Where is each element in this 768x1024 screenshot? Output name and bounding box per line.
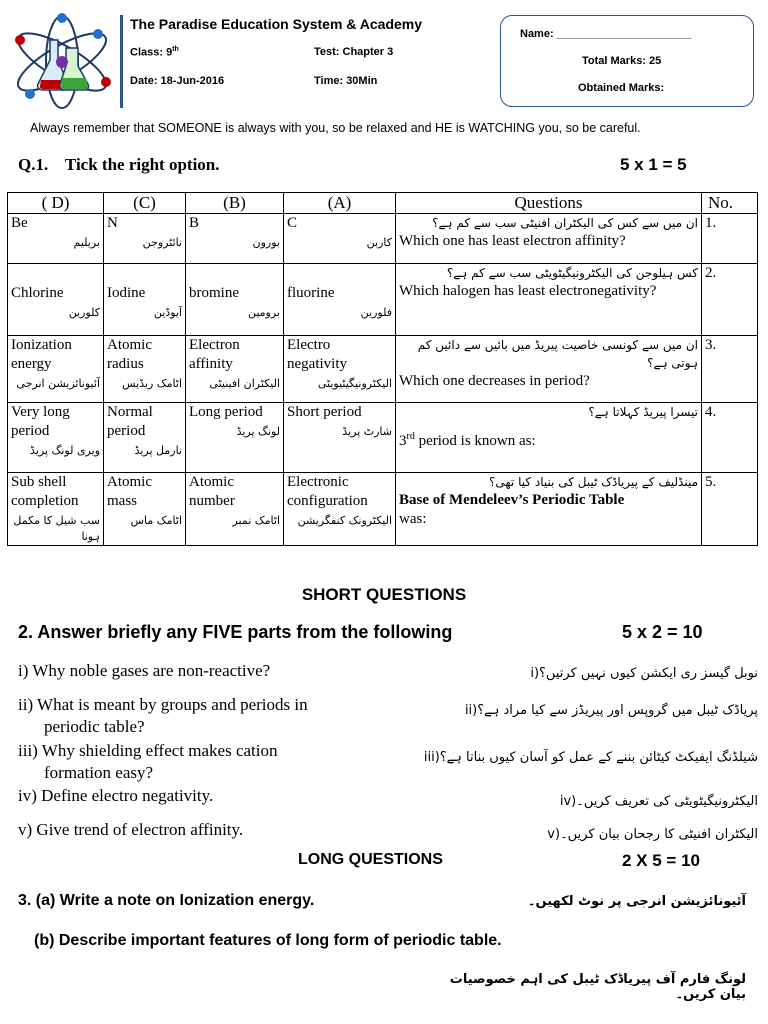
question-ur: مینڈلیف کے پیریاڈک ٹیبل کی بنیاد کیا تھی؟ [489, 475, 698, 489]
option-d-en: Ionization energy [11, 337, 72, 372]
header-d: ( D) [8, 193, 104, 214]
short-q5-ur: v)الیکٹران افنیٹی کا رجحان بیان کریں۔ [547, 827, 758, 842]
option-b-ur: اٹامک نمبر [232, 514, 280, 527]
table-row [8, 214, 758, 264]
option-b-en: bromine [189, 285, 239, 301]
question-no: 1. [702, 214, 758, 264]
long-q-b: (b) Describe important features of long form of periodic table. [34, 932, 502, 949]
question-en-sup: rd [406, 431, 415, 442]
option-a-en: C [287, 215, 298, 231]
option-a[interactable] [284, 336, 396, 403]
long-marks: 2 X 5 = 10 [622, 851, 700, 870]
short-q3: iii) Why shielding effect makes cation [18, 741, 278, 760]
option-c-en: N [107, 215, 118, 231]
name-field[interactable]: Name: ______________________ [520, 28, 692, 40]
date-label: Date: 18-Jun-2016 [130, 75, 225, 87]
short-q1-ur: i)نوبل گیسز ری ایکشن کیوں نہیں کرتیں؟ [530, 666, 758, 681]
question-no: 2. [702, 264, 758, 336]
option-d-ur: آئیونائزیشن انرجی [16, 377, 100, 390]
option-b[interactable] [186, 264, 284, 336]
option-d[interactable] [8, 336, 104, 403]
option-b[interactable] [186, 336, 284, 403]
short-q2: ii) What is meant by groups and periods in [18, 695, 308, 714]
option-a[interactable] [284, 214, 396, 264]
option-a-en: Electro negativity [287, 337, 347, 372]
option-a-en: Short period [287, 404, 362, 420]
header-divider [120, 15, 123, 108]
long-q-a-ur: آئیونائزیشن انرجی پر نوٹ لکھیں۔ [527, 894, 746, 909]
option-b-en: B [189, 215, 200, 231]
question-en-rest: period is known as: [414, 433, 536, 449]
question-en: Which one has least electron affinity? [399, 233, 626, 249]
time-label: Time: 30Min [314, 75, 378, 87]
question-cell [396, 336, 702, 403]
option-a-ur: شارٹ پریڈ [342, 425, 392, 438]
question-en: Which one decreases in period? [399, 373, 590, 389]
option-c-ur: نارمل پریڈ [134, 444, 182, 457]
question-en [399, 427, 698, 451]
option-d[interactable] [8, 214, 104, 264]
option-d[interactable] [8, 473, 104, 546]
option-d-ur: ویری لونگ پریڈ [30, 444, 100, 457]
option-b-ur: الیکٹران افینیٹی [209, 377, 280, 390]
question-no: 3. [702, 336, 758, 403]
question-no: 4. [702, 403, 758, 473]
class-sup: th [172, 46, 179, 53]
question-cell [396, 473, 702, 546]
table-row [8, 403, 758, 473]
option-d-ur: بریلیم [73, 236, 100, 249]
table-row [8, 473, 758, 546]
header-c: (C) [104, 193, 186, 214]
option-a-ur: الیکٹرونک کنفگریشن [297, 514, 392, 527]
option-a-ur: کاربن [366, 236, 392, 249]
header-b: (B) [186, 193, 284, 214]
short-heading: SHORT QUESTIONS [301, 585, 467, 604]
option-b[interactable] [186, 214, 284, 264]
header-questions: Questions [396, 193, 702, 214]
question-en-num: 3 [399, 433, 407, 449]
long-q-a: 3. (a) Write a note on Ionization energy. [18, 892, 315, 909]
q1-marks: 5 x 1 = 5 [620, 155, 687, 174]
option-b-en: Long period [189, 404, 263, 420]
class-text: Class: 9 [130, 46, 173, 59]
option-a-en: fluorine [287, 285, 335, 301]
question-cell [396, 214, 702, 264]
motto: Always remember that SOMEONE is always with you, so be relaxed and HE is WATCHING you, so be careful. [30, 121, 641, 135]
question-ur: ان میں سے کس کی الیکٹران افنیٹی سب سے کم ہے؟ [432, 216, 698, 230]
option-a[interactable] [284, 403, 396, 473]
question-en: Base of Mendeleev’s Periodic Table [399, 492, 625, 508]
option-c-en: Atomic mass [107, 474, 152, 509]
option-b-en: Electron affinity [189, 337, 240, 372]
short-q4: iv) Define electro negativity. [18, 786, 214, 805]
short-title: 2. Answer briefly any FIVE parts from the following [18, 622, 453, 642]
option-d-en: Chlorine [11, 285, 64, 301]
option-d-en: Sub shell completion [11, 474, 79, 509]
option-c-ur: اٹامک ماس [130, 514, 182, 527]
option-c-en: Atomic radius [107, 337, 152, 372]
short-marks: 5 x 2 = 10 [622, 622, 703, 642]
question-ur: کس ہیلوجن کی الیکٹرونیگیٹویٹی سب سے کم ہے؟ [446, 266, 698, 280]
question-ur: ان میں سے کونسی خاصیت پیریڈ میں بائیں سے دائیں کم ہوتی ہے؟ [417, 338, 698, 370]
option-b-ur: برومین [247, 306, 280, 319]
option-c[interactable] [104, 264, 186, 336]
short-q3-ur: iii)شیلڈنگ ایفیکٹ کیٹائن بننے کے عمل کو آسان کیوں بناتا ہے؟ [423, 750, 758, 765]
question-en: Which halogen has least electronegativity? [399, 283, 657, 299]
header-a: (A) [284, 193, 396, 214]
option-c[interactable] [104, 403, 186, 473]
option-c[interactable] [104, 473, 186, 546]
option-d-ur: کلورین [68, 306, 100, 319]
option-a-en: Electronic configuration [287, 474, 368, 509]
short-q2-ur: ii)پریاڈک ٹیبل میں گروپس اور پیریڈز سے کیا مراد ہے؟ [464, 703, 758, 718]
option-a-ur: فلورین [360, 306, 392, 319]
option-c-ur: آیوڈین [153, 306, 182, 319]
q1-title: Q.1. Tick the right option. [18, 155, 220, 174]
long-heading: LONG QUESTIONS [298, 851, 443, 868]
school-name: The Paradise Education System & Academy [130, 16, 423, 32]
table-header-row [8, 193, 758, 214]
option-c-en: Iodine [107, 285, 146, 301]
school-logo [8, 10, 116, 110]
option-d-ur: سب شیل کا مکمل ہونا [13, 514, 100, 543]
option-b-en: Atomic number [189, 474, 235, 509]
question-no: 5. [702, 473, 758, 546]
obtained-marks: Obtained Marks: [578, 82, 665, 94]
option-b[interactable] [186, 403, 284, 473]
short-q5: v) Give trend of electron affinity. [18, 820, 244, 839]
class-label [130, 46, 179, 59]
table-row [8, 336, 758, 403]
option-c[interactable] [104, 214, 186, 264]
question-en-2: was: [399, 511, 427, 527]
option-d-en: Be [11, 215, 28, 231]
mcq-table [7, 192, 758, 546]
test-label: Test: Chapter 3 [314, 46, 394, 58]
table-row [8, 264, 758, 336]
option-a[interactable] [284, 473, 396, 546]
option-c-ur: نائٹروجن [142, 236, 182, 249]
option-c[interactable] [104, 336, 186, 403]
option-d[interactable] [8, 264, 104, 336]
option-b[interactable] [186, 473, 284, 546]
question-cell [396, 403, 702, 473]
short-q4-ur: iv)الیکٹرونیگیٹویٹی کی تعریف کریں۔ [559, 794, 758, 809]
option-b-ur: لونگ پریڈ [236, 425, 280, 438]
short-q3-cont: formation easy? [44, 763, 154, 782]
option-c-en: Normal period [107, 404, 153, 439]
question-ur: تیسرا پیریڈ کہلاتا ہے؟ [588, 405, 698, 419]
option-c-ur: اٹامک ریڈیس [122, 377, 182, 390]
total-marks: Total Marks: 25 [582, 55, 662, 67]
option-d-en: Very long period [11, 404, 70, 439]
header-no: No. [702, 193, 758, 214]
long-q-b-ur: لونگ فارم آف پیریاڈک ٹیبل کی اہم خصوصیات بیان کریں۔ [449, 972, 746, 1002]
option-b-ur: بورون [252, 236, 280, 249]
question-cell [396, 264, 702, 336]
option-d[interactable] [8, 403, 104, 473]
option-a-ur: الیکٹرونیگیٹیویٹی [317, 377, 392, 390]
option-a[interactable] [284, 264, 396, 336]
short-q2-cont: periodic table? [44, 717, 145, 736]
short-q1: i) Why noble gases are non-reactive? [18, 661, 271, 680]
